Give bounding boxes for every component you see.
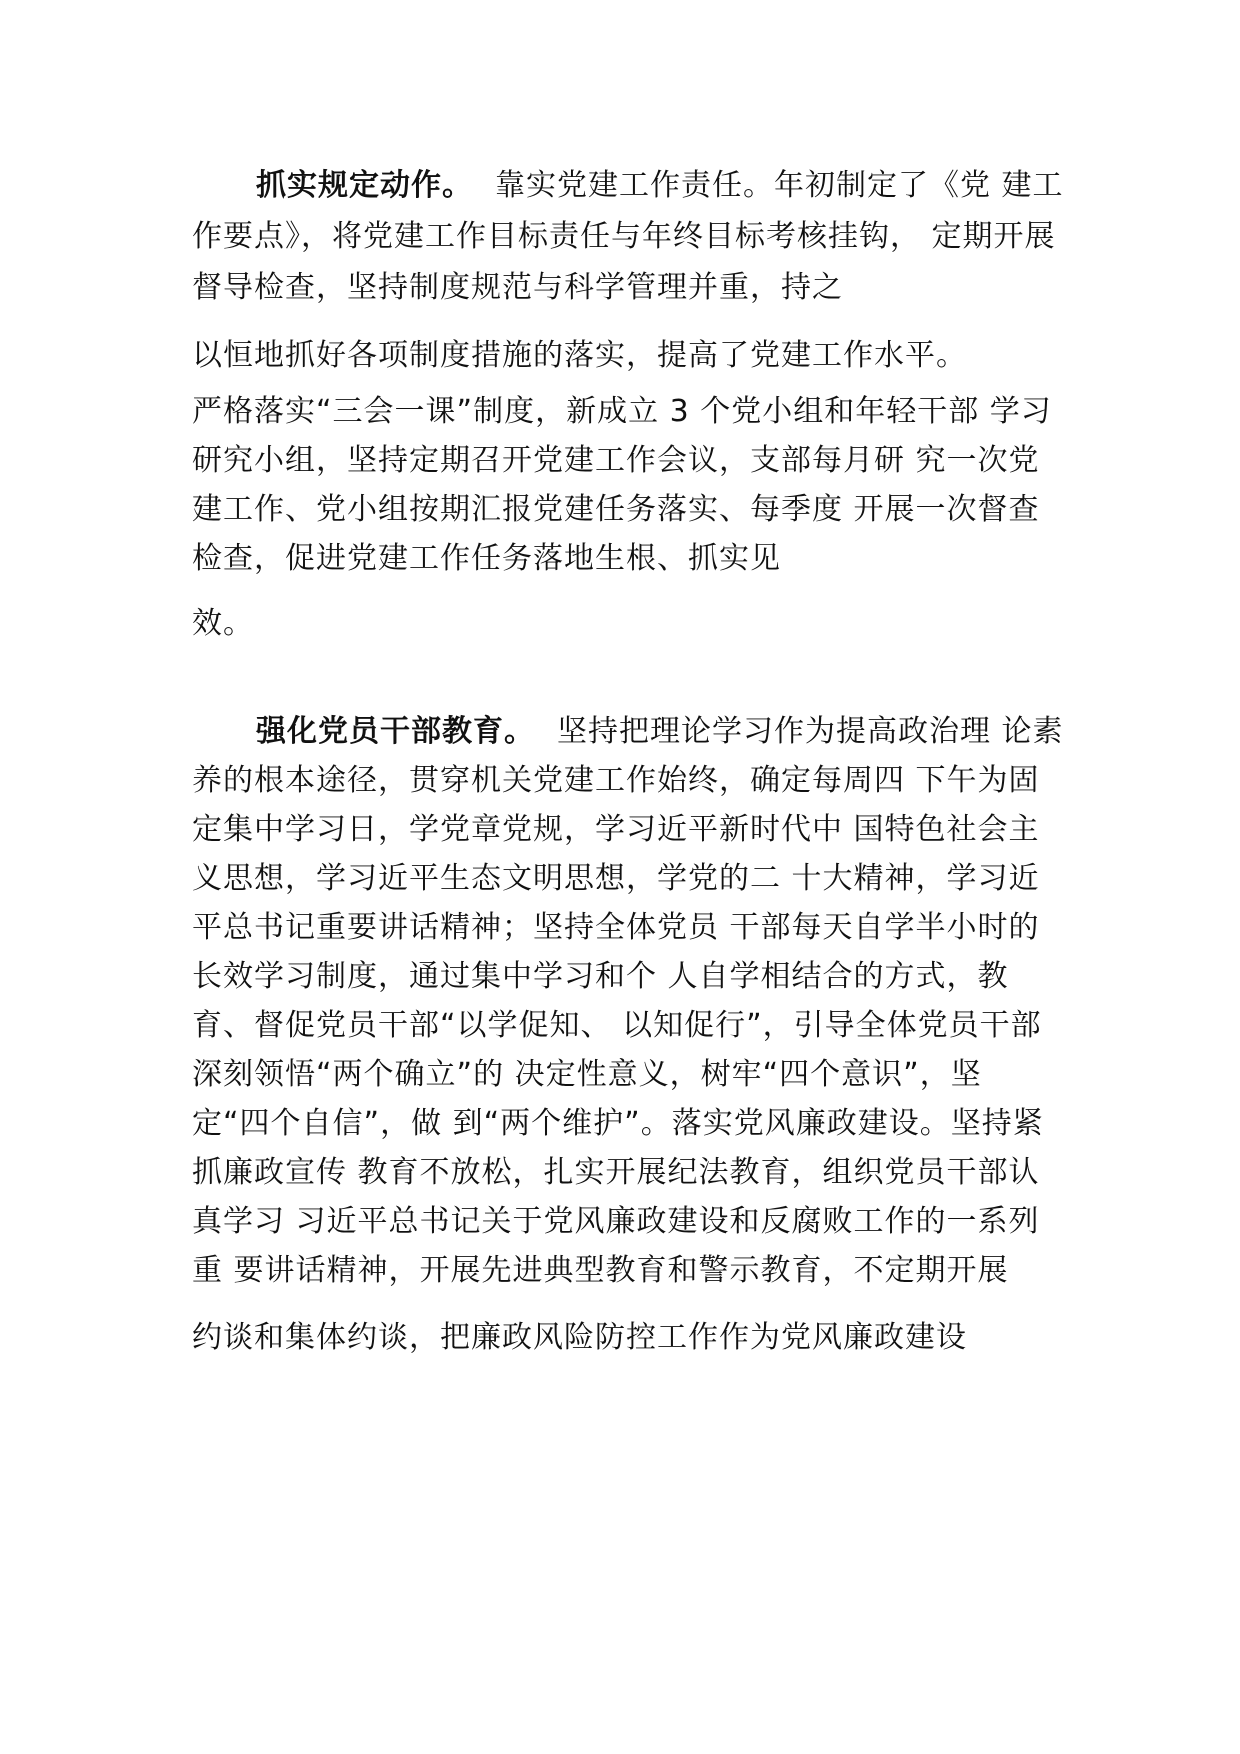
paragraph-line: 研究小组，坚持定期召开党建工作会议，支部每月研 究一次党: [192, 443, 1040, 478]
section-heading: 强化党员干部教育。: [256, 714, 535, 749]
paragraph-line: 督导检查，坚持制度规范与科学管理并重，持之: [192, 270, 843, 305]
paragraph-line: 定“四个自信”，做 到“两个维护”。落实党风廉政建设。坚持紧: [192, 1106, 1044, 1141]
paragraph-line: 约谈和集体约谈，把廉政风险防控工作作为党风廉政建设: [192, 1320, 967, 1355]
paragraph-line: 建工作、党小组按期汇报党建任务落实、每季度 开展一次督查: [192, 492, 1040, 527]
paragraph-line: 以恒地抓好各项制度措施的落实，提高了党建工作水平。: [192, 338, 967, 373]
section-heading: 抓实规定动作。: [256, 168, 473, 203]
paragraph-line: 平总书记重要讲话精神；坚持全体党员 干部每天自学半小时的: [192, 910, 1040, 945]
paragraph-line: 义思想，学习近平生态文明思想，学党的二 十大精神，学习近: [192, 861, 1040, 896]
paragraph-line: [256, 166, 1064, 206]
paragraph-line: 定集中学习日，学党章党规，学习近平新时代中 国特色社会主: [192, 812, 1040, 847]
paragraph-line: 检查，促进党建工作任务落地生根、抓实见: [192, 541, 781, 576]
paragraph-text: 坚持把理论学习作为提高政治理 论素: [557, 714, 1064, 749]
paragraph-line: 养的根本途径，贯穿机关党建工作始终，确定每周四 下午为固: [192, 763, 1040, 798]
paragraph-line: [256, 712, 1064, 752]
paragraph-line: 效。: [192, 606, 254, 641]
paragraph-line: 抓廉政宣传 教育不放松，扎实开展纪法教育，组织党员干部认: [192, 1155, 1040, 1190]
paragraph-line: 重 要讲话精神，开展先进典型教育和警示教育，不定期开展: [192, 1253, 1009, 1288]
paragraph-line: 作要点》，将党建工作目标责任与年终目标考核挂钩， 定期开展: [192, 219, 1056, 254]
paragraph-line: 严格落实“三会一课”制度，新成立 3 个党小组和年轻干部 学习: [192, 394, 1052, 429]
paragraph-text: 靠实党建工作责任。年初制定了《党 建工: [495, 168, 1064, 203]
paragraph-line: 深刻领悟“两个确立”的 决定性意义，树牢“四个意识”，坚: [192, 1057, 982, 1092]
paragraph-line: 育、督促党员干部“以学促知、 以知促行”，引导全体党员干部: [192, 1008, 1042, 1043]
paragraph-line: 长效学习制度，通过集中学习和个 人自学相结合的方式，教: [192, 959, 1009, 994]
paragraph-line: 真学习 习近平总书记关于党风廉政建设和反腐败工作的一系列: [192, 1204, 1040, 1239]
